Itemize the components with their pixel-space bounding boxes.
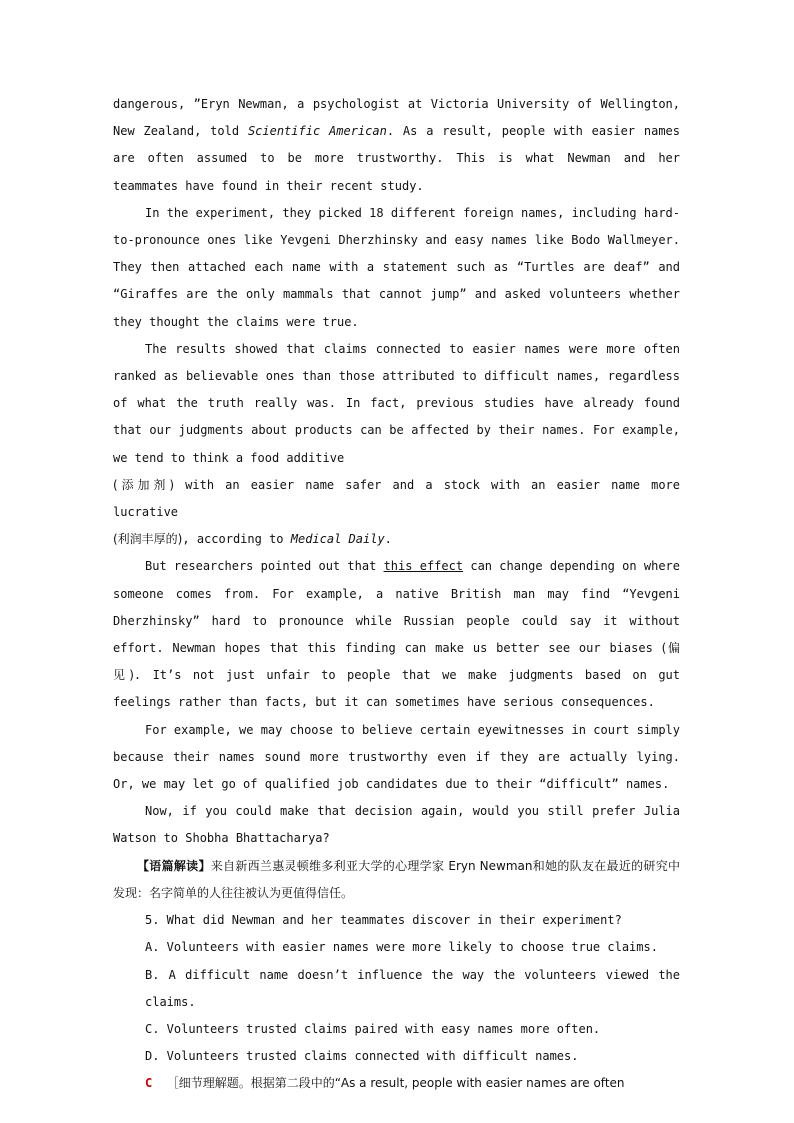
- option-b: B. A difficult name doesn’t influence the way the volunteers viewed the claims.: [145, 967, 680, 1009]
- question-stem: 5. What did Newman and her teammates discover in their experiment?: [145, 913, 622, 928]
- analysis-label: 【语篇解读】: [137, 858, 211, 873]
- answer-explanation: ［细节理解题。根据第二段中的“As a result, people with easier names are often: [166, 1076, 625, 1091]
- underlined-this-effect: this effect: [383, 559, 464, 574]
- gloss-biases: (偏见): [113, 641, 680, 683]
- source-scientific-american: Scientific American: [247, 124, 387, 139]
- gloss-additive: (添加剂): [113, 477, 175, 492]
- source-medical-daily: Medical Daily: [290, 532, 385, 547]
- passage-analysis: 【语篇解读】来自新西兰惠灵顿维多利亚大学的心理学家 Eryn Newman和她的队友在最近的研究中发现：名字简单的人往往被认为更值得信任。: [113, 858, 680, 900]
- paragraph-4: But researchers pointed out that this effect can change depending on where someone comes from. For example, a native British man may find “Yevgeni Dherzhinsky” hard to pronounce while Russian people could say it without effort. Newman hopes that this finding can make us better see our biases (偏见). It’s not just unfair to people that we make judgments based on gut feelings rather than facts, but it can sometimes have serious consequences.: [113, 559, 680, 710]
- document-page: [113, 91, 680, 1098]
- gloss-lucrative: (利润丰厚的): [113, 532, 183, 547]
- paragraph-2: In the experiment, they picked 18 different foreign names, including hard-to-pronounce ones like Yevgeni Dherzhinsky and easy names like Bodo Wallmeyer. They then attached each name with a statement such as “Turtles are deaf” and “Giraffes are the only mammals that cannot jump” and asked volunteers whether they thought the claims were true.: [113, 205, 680, 329]
- answer-letter: C: [145, 1076, 153, 1091]
- option-d: D. Volunteers trusted claims connected with difficult names.: [145, 1049, 579, 1064]
- answer-line: [113, 1070, 680, 1097]
- paragraph-5: For example, we may choose to believe certain eyewitnesses in court simply because their names sound more trustworthy even if they are actually lying. Or, we may let go of qualified job candidates due to their “difficult” names.: [113, 722, 680, 792]
- paragraph-3: The results showed that claims connected to easier names were more often ranked as believable ones than those attributed to difficult names, regardless of what the truth really was. In fact, previous studies have already found that our judgments about products can be affected by their names. For example, we tend to think a food additive (添加剂) with an easier name safer and a stock with an easier name more lucrative (利润丰厚的), according to Medical Daily.: [113, 341, 680, 547]
- option-c: C. Volunteers trusted claims paired with easy names more often.: [145, 1021, 601, 1036]
- paragraph-1: dangerous, ”Eryn Newman, a psychologist at Victoria University of Wellington, New Zealand, told Scientific American. As a result, people with easier names are often assumed to be more trustworthy. This is what Newman and her teammates have found in their recent study.: [113, 97, 680, 193]
- option-a: A. Volunteers with easier names were more likely to choose true claims.: [145, 940, 658, 955]
- paragraph-6: Now, if you could make that decision again, would you still prefer Julia Watson to Shobha Bhattacharya?: [113, 804, 680, 846]
